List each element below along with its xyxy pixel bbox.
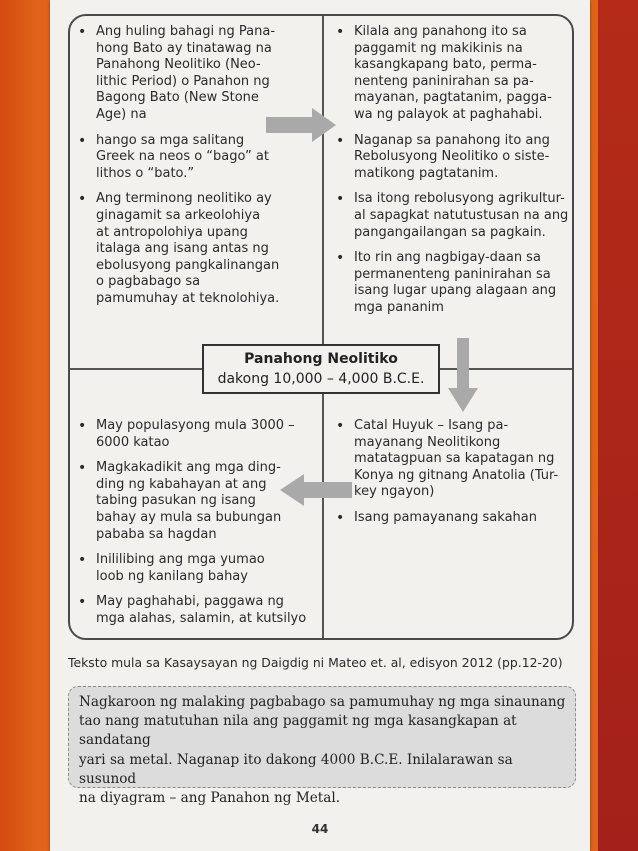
- list-item: • Kilala ang panahong ito sa paggamit ng makikinis na kasangkapang bato, perma- nenteng paninirahan sa pa- mayanan, pagtatanim, pagga- wa ng palayok at paghahabi.: [330, 24, 570, 124]
- list-item: • Ito rin ang nagbigay-daan sa permanenteng paninirahan sa isang lugar upang alagaan ang mga pananim: [330, 250, 570, 316]
- list-item: • Magkakadikit ang mga ding- ding ng kabahayan at ang tabing pasukan ng isang bahay ay mula sa bubungan pababa sa hagdan: [72, 460, 312, 543]
- source-citation: Teksto mula sa Kasaysayan ng Daigdig ni Mateo et. al, edisyon 2012 (pp.12-20): [68, 655, 563, 670]
- list-item: • Ang terminong neolitiko ay ginagamit sa arkeolohiya at antropolohiya upang italaga ang isang antas ng ebolusyong pangkalinangan o pagbabago sa pamumuhay at teknolohiya.: [72, 191, 312, 307]
- list-item: • May paghahabi, paggawa ng mga alahas, salamin, at kutsilyo: [72, 594, 312, 627]
- list-item: • Catal Huyuk – Isang pa- mayanang Neolitikong matatagpuan sa kapatagan ng Konya ng gitnang Anatolia (Tur- key ngayon): [330, 418, 570, 501]
- list-item: • Ang huling bahagi ng Pana- hong Bato ay tinatawag na Panahong Neolitiko (Neo- lithic Period) o Panahon ng Bagong Bato (New Stone Age) na: [72, 24, 312, 124]
- center-subtitle: dakong 10,000 – 4,000 B.C.E.: [217, 371, 425, 387]
- list-item: • Naganap sa panahong ito ang Rebolusyong Neolitiko o siste- matikong pagtatanim.: [330, 133, 570, 183]
- arrow-left-icon: [280, 474, 352, 506]
- quadrant-bottom-left: [72, 418, 312, 637]
- arrow-down-icon: [448, 338, 478, 412]
- list-item: • May populasyong mula 3000 – 6000 katao: [72, 418, 312, 451]
- center-title-box: [202, 344, 440, 394]
- list-item: • Isang pamayanang sakahan: [330, 510, 570, 527]
- neolithic-diagram: [68, 14, 574, 640]
- quadrant-bottom-right: [330, 418, 570, 536]
- quadrant-top-left: [72, 24, 312, 317]
- background-stripe: [598, 0, 638, 851]
- center-title: Panahong Neolitiko: [244, 351, 398, 367]
- arrow-right-icon: [266, 108, 338, 142]
- list-item: • Inililibing ang mga yumao loob ng kanilang bahay: [72, 552, 312, 585]
- note-box: Nagkaroon ng malaking pagbabago sa pamumuhay ng mga sinaunang tao nang matutuhan nila ang paggamit ng mga kasangkapan at sandatang yari sa metal. Naganap ito dakong 4000 B.C.E. Inilalarawan sa susunod na diyagram – ang Panahon ng Metal.: [68, 686, 576, 788]
- page-number: 44: [311, 822, 329, 836]
- list-item: • Isa itong rebolusyong agrikultur- al sapagkat natutustusan na ang pangangailangan sa pagkain.: [330, 191, 570, 241]
- textbook-page: [50, 0, 590, 851]
- quadrant-top-right: [330, 24, 570, 326]
- list-item: • hango sa mga salitang Greek na neos o “bago” at lithos o “bato.”: [72, 133, 312, 183]
